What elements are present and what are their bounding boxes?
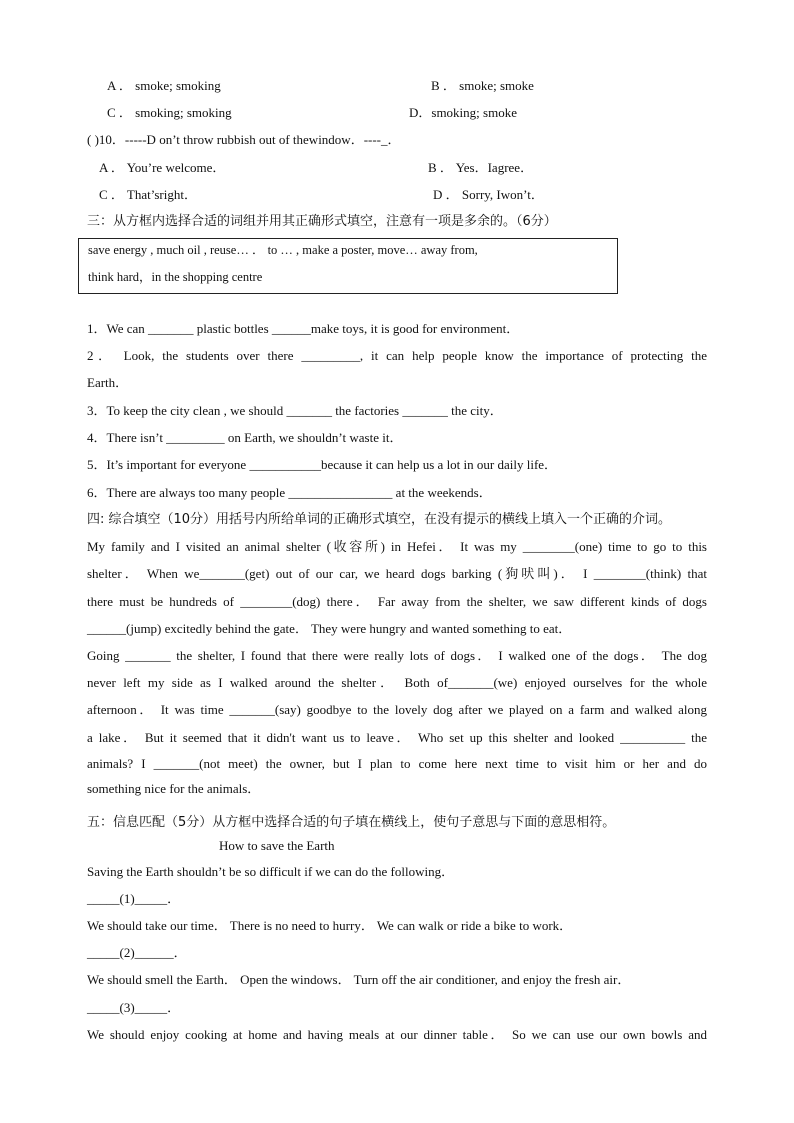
section3-item-2: 2． Look, the students over there _________, it can help people know the importance of protecting the [87,348,707,363]
section5-blank-1: _____(1)_____． [87,891,181,906]
section3-item-1: 1．We can _______ plastic bottles ______make toys, it is good for environment． [87,321,520,336]
section5-heading: 五：信息匹配（5分）从方框中选择合适的句子填在横线上，使句子意思与下面的意思相符。 [87,815,616,830]
section4-line: a lake． But it seemed that it didn't want us to leave． Who set up this shelter and looked __________ the [87,730,707,745]
q9-option-a: A ． smoke; smoking [107,78,221,93]
q9-option-b: B ． smoke; smoke [431,78,534,93]
section5-blank-2: _____(2)______． [87,945,187,960]
section3-item-4: 4．There isn’t _________ on Earth, we shouldn’t waste it． [87,430,403,445]
section5-line: We should smell the Earth． Open the windows． Turn off the air conditioner, and enjoy the fresh air． [87,972,631,987]
q10-stem: ( )10．-----D on’t throw rubbish out of thewindow．----_． [87,132,401,147]
section4-line: animals? I _______(not meet) the owner, but I plan to come here next time to visit him or her and do [87,756,707,771]
q10-option-d: D ． Sorry, Iwon’t． [433,187,544,202]
section4-line: never left my side as I walked around the shelter． Both of_______(we) enjoyed ourselves for the whole [87,675,707,690]
q9-option-d: D．smoking; smoke [409,105,517,120]
section3-item-5: 5．It’s important for everyone ___________because it can help us a lot in our daily life． [87,457,558,472]
section4-line: Going _______ the shelter, I found that there were really lots of dogs． I walked one of the dogs． The dog [87,648,707,663]
phrase-box [78,238,618,294]
section4-line: shelter． When we_______(get) out of our car, we heard dogs barking (狗吠叫)． I ________(think) that [87,566,707,581]
q9-option-c: C ． smoking; smoking [107,105,232,120]
section5-title: How to save the Earth [219,838,335,853]
section4-line: ______(jump) excitedly behind the gate． They were hungry and wanted something to eat． [87,621,572,636]
section5-line: We should take our time． There is no need to hurry． We can walk or ride a bike to work． [87,918,573,933]
section3-heading: 三：从方框内选择合适的词组并用其正确形式填空，注意有一项是多余的。（6分） [87,214,557,229]
section5-line: We should enjoy cooking at home and having meals at our dinner table． So we can use our own bowls and [87,1027,707,1042]
section5-line: Saving the Earth shouldn’t be so difficult if we can do the following． [87,864,455,879]
section5-blank-3: _____(3)_____． [87,1000,181,1015]
section4-heading: 四: 综合填空（10分）用括号内所给单词的正确形式填空，在没有提示的横线上填入一个正确的介词。 [87,512,672,527]
section4-line: something nice for the animals． [87,781,261,796]
phrase-box-line-1: save energy , much oil , reuse… ． to … , make a poster, move… away from, [88,243,478,257]
section3-item-2-cont: Earth． [87,375,129,390]
section4-line: My family and I visited an animal shelter (收容所) in Hefei． It was my ________(one) time to go to this [87,539,707,554]
q10-option-a: A ． You’re welcome． [99,160,226,175]
section4-line: there must be hundreds of ________(dog) there． Far away from the shelter, we saw different kinds of dogs [87,594,707,609]
section3-item-3: 3．To keep the city clean , we should _______ the factories _______ the city． [87,403,503,418]
section4-line: afternoon． It was time _______(say) goodbye to the lovely dog after we played on a farm and walked along [87,702,707,717]
q10-option-c: C ． That’sright． [99,187,197,202]
section3-item-6: 6．There are always too many people ________________ at the weekends． [87,485,492,500]
q10-option-b: B ． Yes．Iagree． [428,160,534,175]
phrase-box-line-2: think hard，in the shopping centre [88,270,263,284]
